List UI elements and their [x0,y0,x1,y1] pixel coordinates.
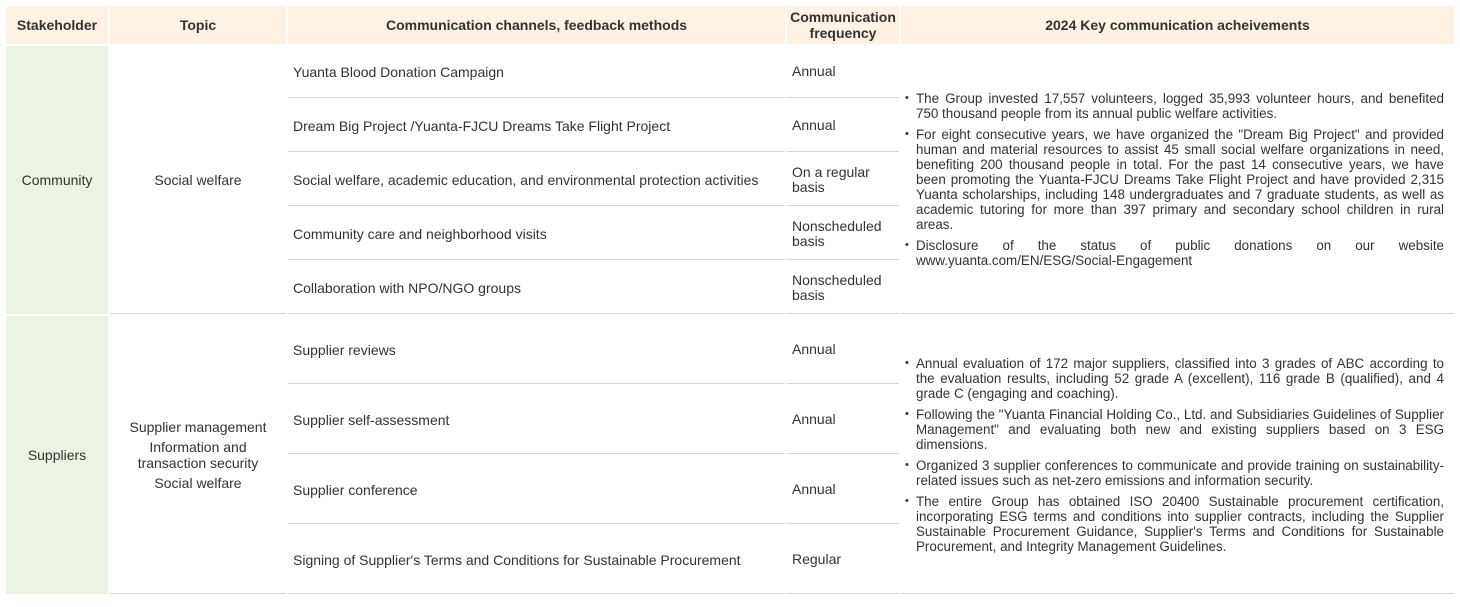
stakeholder-community: Community [6,46,108,314]
achievement-text: Disclosure of the status of public donations on our website www.yuanta.com/EN/ESG/Social-Engagement [916,238,1444,268]
frequency-cell [787,100,899,152]
header-channels: Communication channels, feedback methods [288,6,785,44]
table-row [6,46,1454,98]
frequency-text: Nonscheduled [792,217,882,234]
frequency-text: Annual [792,117,836,133]
achievement-text: Annual evaluation of 172 major suppliers, classified into 3 grades of ABC according to the evaluation results, including 52 grade A (excellent), 116 grade B (qualified), and 4 grade C (engaging and coaching). [916,355,1444,401]
channel-cell: Signing of Supplier's Terms and Conditions for Sustainable Procurement [288,526,785,594]
achievement-text: The entire Group has obtained ISO 20400 Sustainable procurement certification, incorporating ESG terms and conditions into supplier contracts, including the Supplier Sustainable Procurement Guidance, Supplier's Terms and Conditions for Sustainable Procurement, and Integrity Management Guidelines. [916,493,1444,554]
achievement-item [905,238,1444,268]
bullet-icon: • [905,92,909,104]
channel-cell: Yuanta Blood Donation Campaign [288,46,785,98]
channel-cell: Community care and neighborhood visits [288,208,785,260]
achievement-list [905,356,1444,554]
frequency-text: On a regular [792,163,870,180]
bullet-icon: • [905,128,909,140]
achievement-text: The Group invested 17,557 volunteers, logged 35,993 volunteer hours, and benefited 750 thousand people from its annual public welfare activities. [916,91,1444,121]
frequency-cell: Annual [787,316,899,384]
frequency-text: Annual [792,63,836,79]
channel-cell: Supplier reviews [288,316,785,384]
frequency-cell [787,46,899,98]
header-frequency-line1: Communication [790,9,896,25]
frequency-cell [787,208,899,260]
achievement-item [905,458,1444,488]
frequency-text-line2: basis [792,232,825,249]
header-stakeholder: Stakeholder [6,6,108,44]
topic-item: Information and transaction security [137,438,259,471]
frequency-cell: Annual [787,386,899,454]
channel-cell: Dream Big Project /Yuanta-FJCU Dreams Take Flight Project [288,100,785,152]
channel-cell: Supplier conference [288,456,785,524]
topic-item: Social welfare [154,474,242,491]
frequency-cell [787,154,899,206]
achievement-text: Following the "Yuanta Financial Holding Co., Ltd. and Subsidiaries Guidelines of Supplier Management" and evaluating both new and existing suppliers based on 3 ESG dimensions. [916,406,1444,452]
achievement-item [905,494,1444,554]
frequency-cell: Regular [787,526,899,594]
frequency-text-line2: basis [792,286,825,303]
achievement-text: Organized 3 supplier conferences to communicate and provide training on sustainability-related issues such as net-zero emissions and information security. [916,457,1444,488]
header-row [6,6,1454,44]
achievement-item [905,407,1444,452]
topic-suppliers [110,316,286,594]
achievements-suppliers [901,316,1454,594]
achievements-community [901,46,1454,314]
frequency-text-line2: basis [792,178,825,195]
achievement-item [905,91,1444,121]
bullet-icon: • [905,356,909,369]
frequency-text: Nonscheduled [792,271,882,288]
achievement-text: For eight consecutive years, we have organized the "Dream Big Project" and provided human and material resources to assist 45 small social welfare organizations in need, benefiting 200 thousand people in total. For the past 14 consecutive years, we have been promoting the Yuanta-FJCU Dreams Take Flight Project and have provided 2,315 Yuanta scholarships, including 148 undergraduates and 7 graduate students, as well as academic tutoring for more than 397 primary and secondary school children in rural areas. [916,127,1444,232]
achievement-item [905,127,1444,232]
channel-cell: Collaboration with NPO/NGO groups [288,262,785,314]
achievement-list [905,91,1444,268]
header-frequency [787,6,899,44]
stakeholder-suppliers: Suppliers [6,316,108,594]
channel-cell: Supplier self-assessment [288,386,785,454]
frequency-cell: Annual [787,456,899,524]
header-frequency-line2: frequency [809,25,877,41]
topic-item: Supplier management [129,418,267,435]
achievement-item [905,356,1444,401]
bullet-icon: • [905,494,909,507]
header-achievements: 2024 Key communication acheivements [901,6,1454,44]
stakeholder-communication-table [4,4,1456,596]
channel-cell: Social welfare, academic education, and environmental protection activities [288,154,785,206]
frequency-cell [787,262,899,314]
table-row [6,316,1454,384]
bullet-icon: • [905,239,909,251]
bullet-icon: • [905,458,909,471]
bullet-icon: • [905,407,909,420]
topic-community: Social welfare [110,46,286,314]
header-topic: Topic [110,6,286,44]
